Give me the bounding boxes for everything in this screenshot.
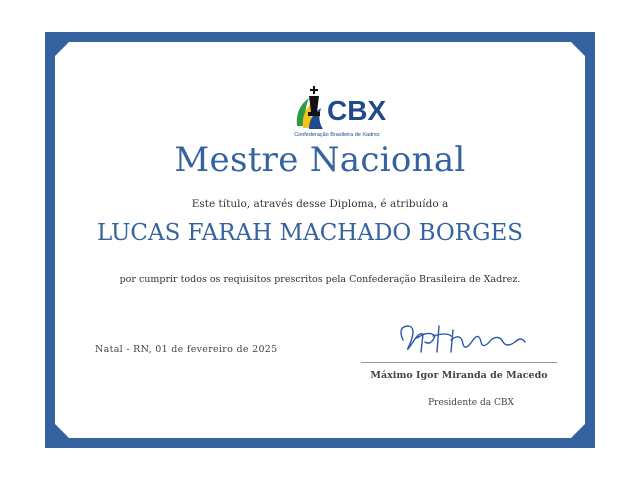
certificate-frame — [45, 32, 595, 448]
signature — [395, 312, 545, 362]
certificate-body — [55, 42, 585, 438]
signature-line — [361, 362, 557, 363]
reason-text: por cumprir todos os requisitos prescritos pela Confederação Brasileira de Xadrez. — [119, 274, 521, 285]
corner-ornament — [571, 424, 585, 438]
certificate-title: Mestre Nacional — [174, 140, 466, 180]
logo-caption: Confederação Brasileira de Xadrez — [294, 132, 380, 138]
signer-name: Máximo Igor Miranda de Macedo — [370, 370, 548, 381]
cbx-logo — [287, 82, 387, 142]
signer-role: Presidente da CBX — [428, 398, 514, 408]
corner-ornament — [55, 42, 69, 56]
intro-text: Este título, através desse Diploma, é atribuído a — [191, 198, 449, 210]
date-place: Natal - RN, 01 de fevereiro de 2025 — [95, 344, 278, 355]
corner-ornament — [55, 424, 69, 438]
svg-text:CBX: CBX — [327, 95, 387, 126]
recipient-name: LUCAS FARAH MACHADO BORGES — [97, 220, 523, 246]
corner-ornament — [571, 42, 585, 56]
chess-king-icon — [287, 82, 387, 134]
